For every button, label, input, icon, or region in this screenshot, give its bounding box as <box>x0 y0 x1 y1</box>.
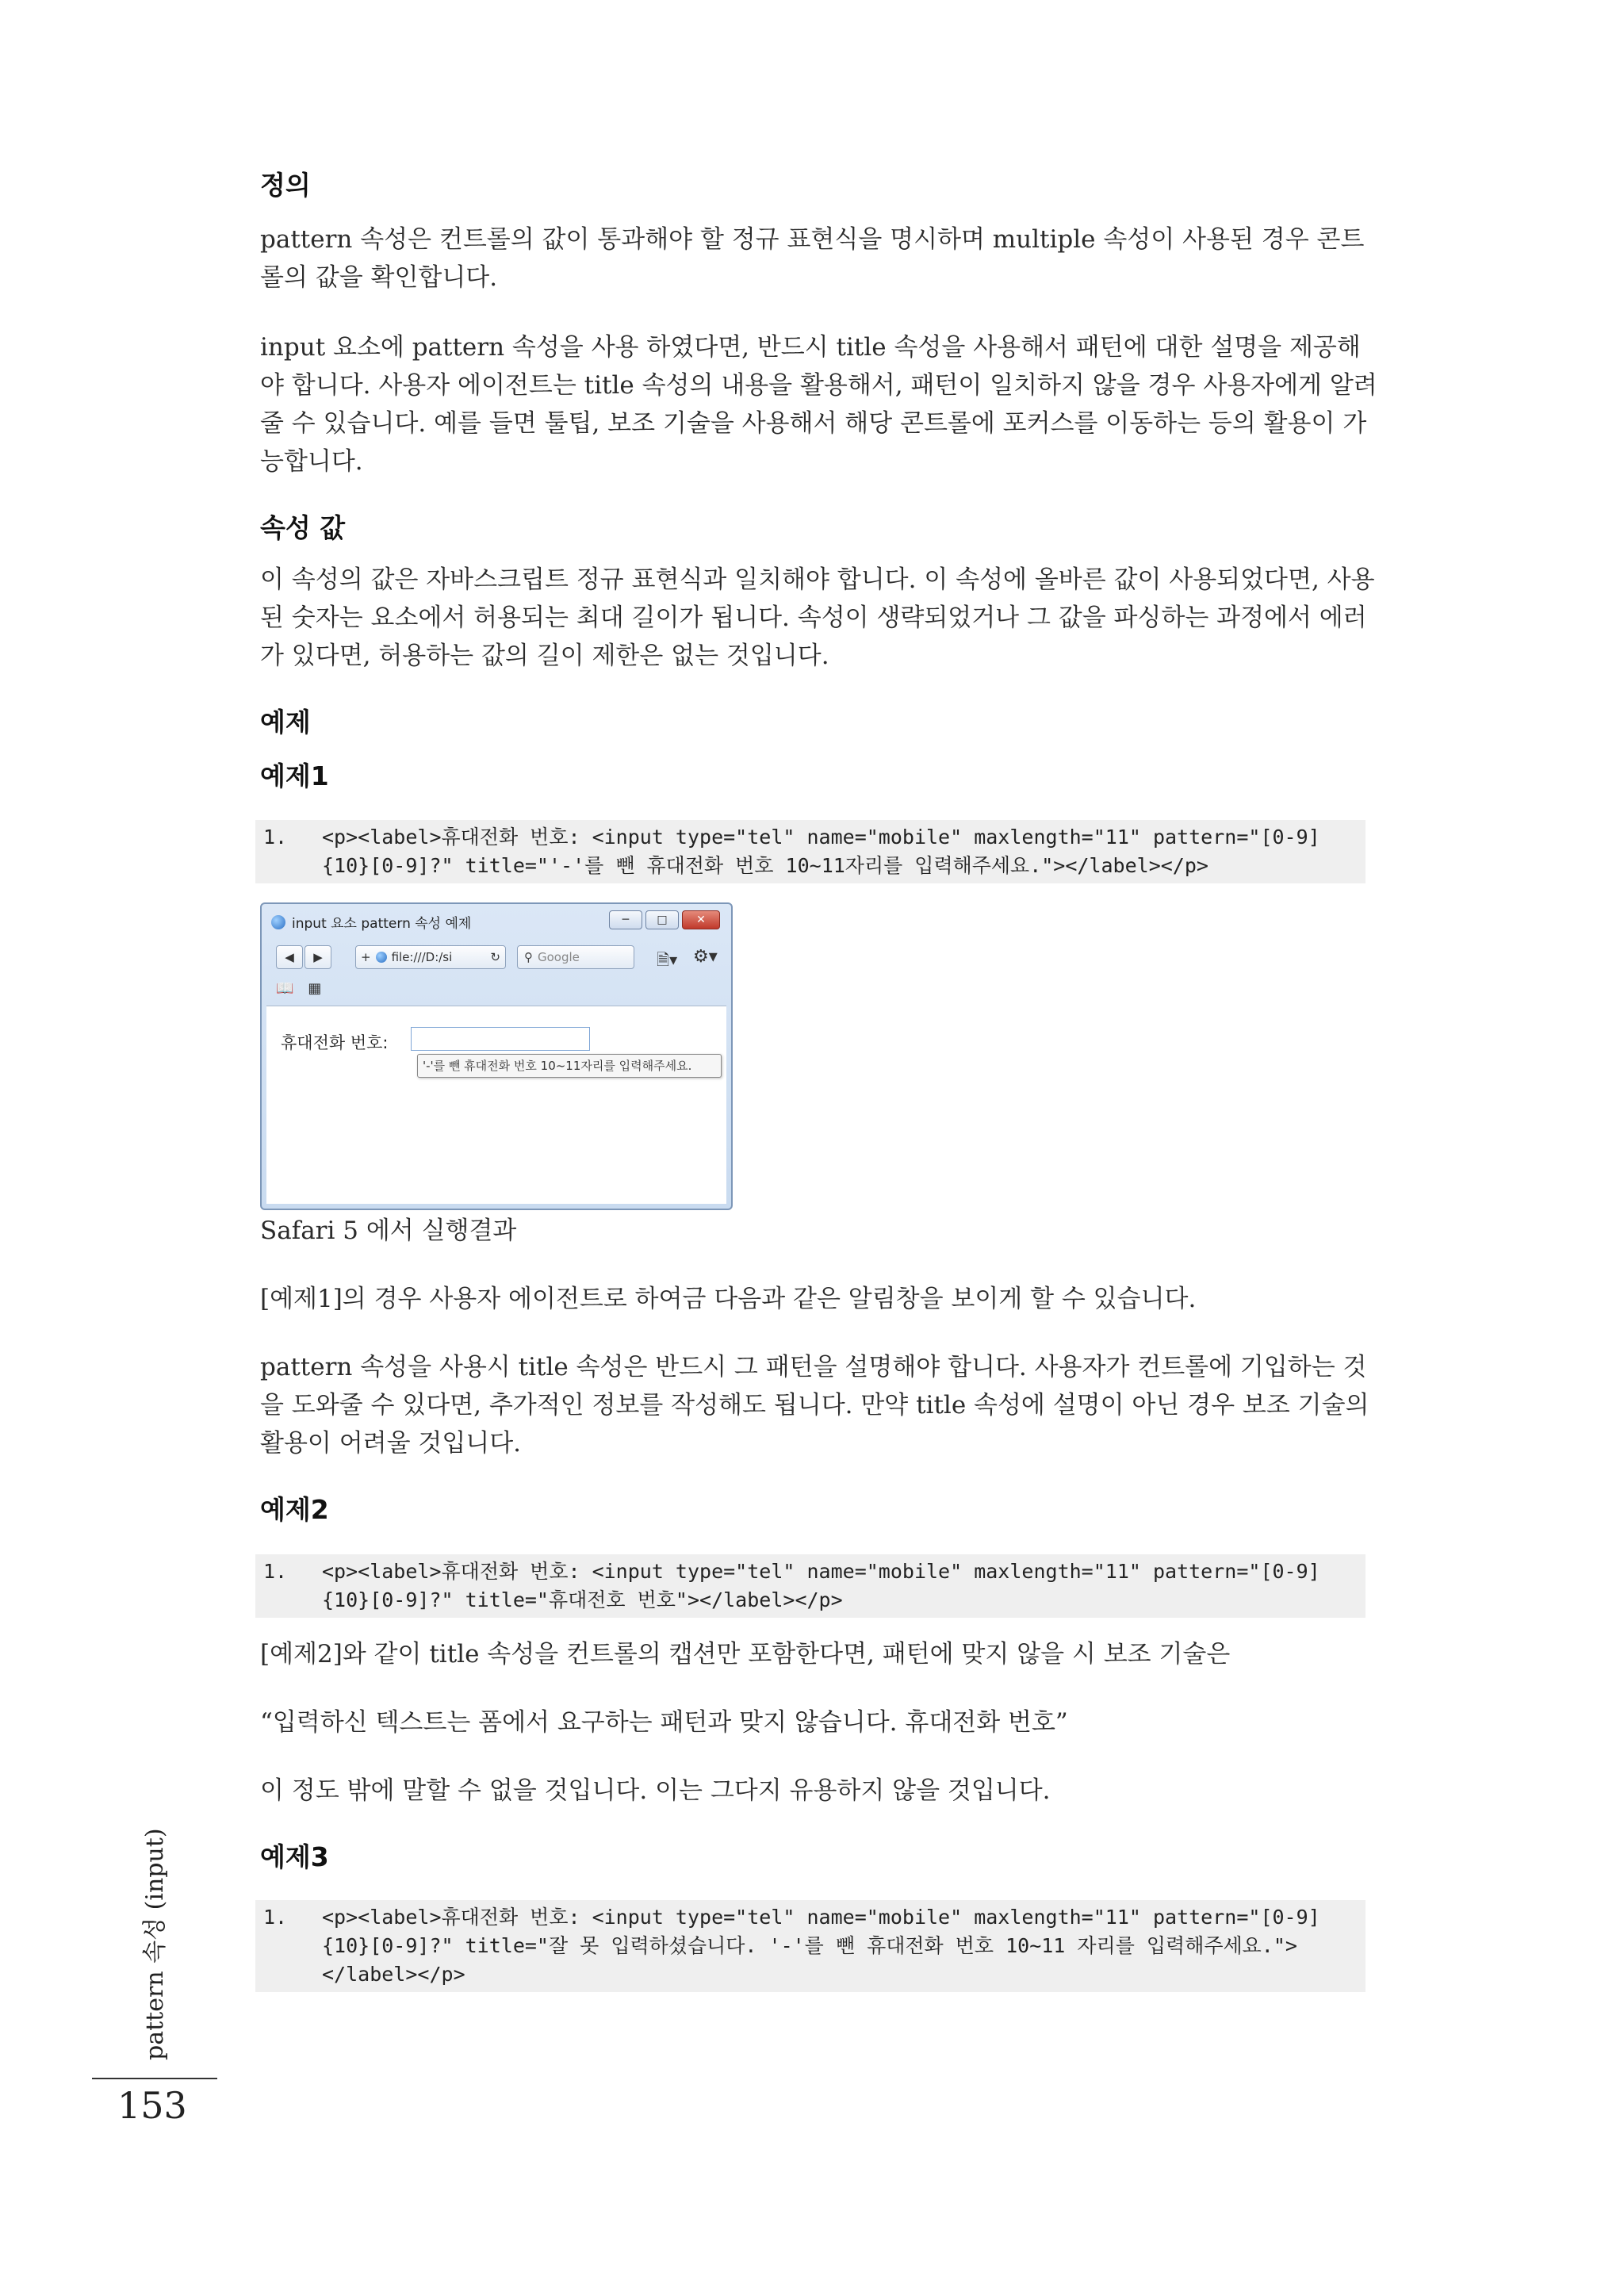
screenshot-caption: Safari 5 에서 실행결과 <box>260 1216 517 1246</box>
search-input[interactable] <box>517 945 634 969</box>
quoted-message: “입력하신 텍스트는 폼에서 요구하는 패턴과 맞지 않습니다. 휴대전화 번호” <box>260 1707 1068 1737</box>
maximize-icon[interactable]: □ <box>645 910 679 929</box>
search-icon: ⚲ <box>524 950 533 965</box>
definition-paragraph-1: pattern 속성은 컨트롤의 값이 통과해야 할 정규 표현식을 명시하며 multiple 속성이 사용된 경우 콘트롤의 값을 확인합니다. <box>260 224 1365 292</box>
example-2-title: 예제2 <box>260 1494 329 1526</box>
attribute-value-paragraph: 이 속성의 값은 자바스크립트 정규 표현식과 일치해야 합니다. 이 속성에 올바른 값이 사용되었다면, 사용된 숫자는 요소에서 허용되는 최대 길이가 됩니다. 속성이 생략되었거나 그 값을 파싱하는 과정에서 에러가 있다면, 허용하는 값의 길이 제한은 없는 것입니다. <box>260 565 1375 671</box>
pattern-title-paragraph: pattern 속성을 사용시 title 속성은 반드시 그 패턴을 설명해야 합니다. 사용자가 컨트롤에 기입하는 것을 도와줄 수 있다면, 추가적인 정보를 작성해도 됩니다. 만약 title 속성에 설명이 아닌 경우 보조 기술의 활용이 어려울 것입니다. <box>260 1353 1369 1458</box>
section-heading-attribute-value: 속성 값 <box>260 511 346 543</box>
phone-input[interactable] <box>411 1027 590 1051</box>
browser-viewport <box>266 1006 726 1204</box>
reload-icon[interactable]: ↻ <box>490 950 500 965</box>
validation-tooltip: '-'를 뺀 휴대전화 번호 10~11자리를 입력해주세요. <box>417 1054 722 1078</box>
browser-screenshot <box>260 902 733 1210</box>
address-text: file:///D:/si <box>391 950 453 965</box>
code-line: <p><label>휴대전화 번호: <input type="tel" name="mobile" maxlength="11" pattern="[0-9]{10}[0-9]?" title="잘 못 입력하셨습니다. '-'를 뺀 휴대전화 번호 10~11 자리를 입력해주세요."></label></p> <box>322 1905 1320 1986</box>
example-2-conclusion: 이 정도 밖에 말할 수 없을 것입니다. 이는 그다지 유용하지 않을 것입니다. <box>260 1776 1051 1805</box>
grid-icon[interactable]: ▦ <box>308 980 322 998</box>
forward-icon[interactable]: ▶ <box>304 945 331 969</box>
window-title-bar <box>271 912 471 932</box>
window-title: input 요소 pattern 속성 예제 <box>292 916 472 933</box>
minimize-icon[interactable]: ─ <box>609 910 642 929</box>
close-icon[interactable]: ✕ <box>682 910 720 929</box>
code-block-example-3 <box>255 1900 1365 1992</box>
example-3-title: 예제3 <box>260 1841 329 1872</box>
definition-paragraph-2: input 요소에 pattern 속성을 사용 하였다면, 반드시 title 속성을 사용해서 패턴에 대한 설명을 제공해야 합니다. 사용자 에이전트는 title 속성의 내용을 활용해서, 패턴이 일치하지 않을 경우 사용자에게 알려줄 수 있습니다. 예를 들면 툴팁, 보조 기술을 사용해서 해당 콘트롤에 포커스를 이동하는 등의 활용이 가능합니다. <box>260 332 1377 476</box>
example-1-explanation: [예제1]의 경우 사용자 에이전트로 하여금 다음과 같은 알림창을 보이게 할 수 있습니다. <box>260 1285 1197 1314</box>
phone-field-label: 휴대전화 번호: <box>281 1033 389 1053</box>
code-line: <p><label>휴대전화 번호: <input type="tel" name="mobile" maxlength="11" pattern="[0-9]{10}[0-9]?" title="휴대전호 번호"></label></p> <box>322 1559 1320 1611</box>
code-line-number: 1. <box>263 1559 288 1583</box>
browser-toolbar <box>268 942 725 974</box>
back-icon[interactable]: ◀ <box>276 945 303 969</box>
code-block-example-1 <box>255 820 1365 883</box>
site-icon <box>376 952 387 963</box>
bookmarks-icon[interactable]: 📖 <box>276 980 294 998</box>
address-bar[interactable] <box>355 945 506 969</box>
code-line: <p><label>휴대전화 번호: <input type="tel" name="mobile" maxlength="11" pattern="[0-9]{10}[0-9]?" title="'-'를 뺀 휴대전화 번호 10~11자리를 입력해주세요."></label></p> <box>322 826 1320 878</box>
code-line-number: 1. <box>263 826 288 849</box>
section-heading-definition: 정의 <box>260 170 311 201</box>
page-number: 153 <box>117 2084 187 2127</box>
example-2-explanation: [예제2]와 같이 title 속성을 컨트롤의 캡션만 포함한다면, 패턴에 맞지 않을 시 보조 기술은 <box>260 1639 1231 1669</box>
bookmarks-bar <box>276 980 321 997</box>
code-block-example-2 <box>255 1554 1365 1618</box>
code-line-number: 1. <box>263 1905 288 1929</box>
gear-icon[interactable]: ⚙▾ <box>693 947 718 967</box>
page-content <box>260 170 1378 1992</box>
side-label: pattern 속성 (input) <box>141 1828 169 2060</box>
footer-rule <box>92 2078 217 2079</box>
section-heading-examples: 예제 <box>260 707 311 738</box>
page-menu-icon[interactable]: 🗎▾ <box>657 950 678 970</box>
add-tab-icon[interactable]: + <box>361 950 371 965</box>
example-1-title: 예제1 <box>260 760 329 791</box>
search-placeholder: Google <box>538 950 580 965</box>
browser-logo-icon <box>271 915 285 929</box>
